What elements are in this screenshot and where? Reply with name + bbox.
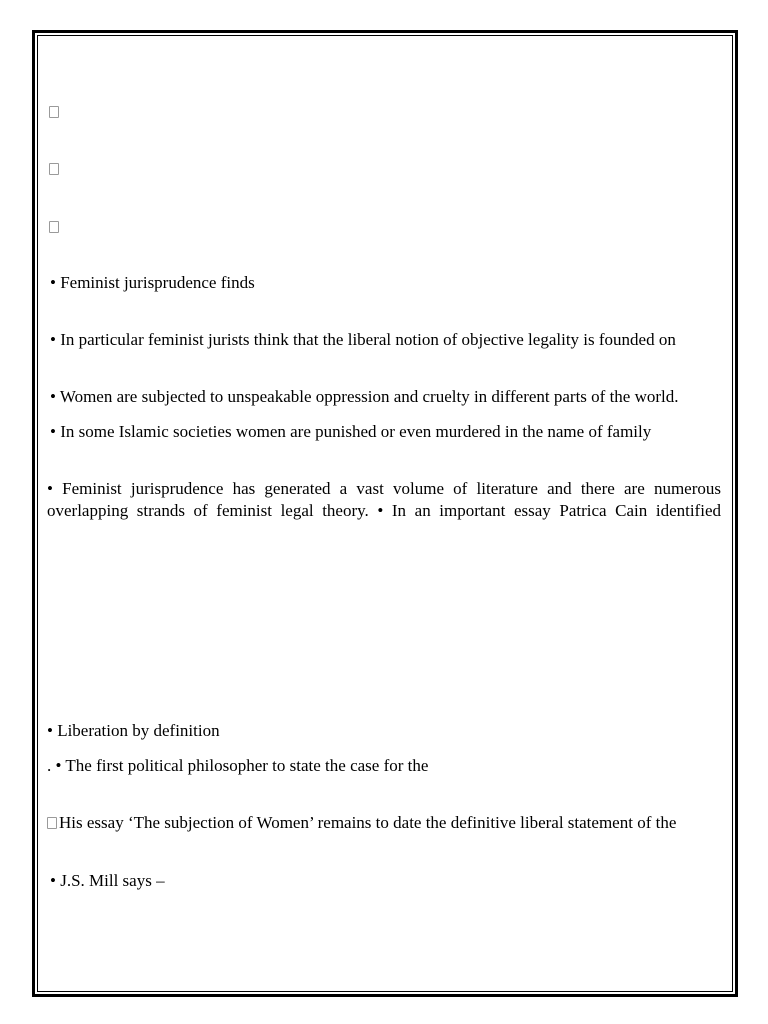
bullet-line: • J.S. Mill says – [50,871,165,890]
paragraph-line: • Feminist jurisprudence has generated a vast volume of literature and there are numerous [47,479,721,498]
missing-glyph-box-icon [49,221,59,233]
bullet-line: • In particular feminist jurists think that the liberal notion of objective legality is founded on [50,330,676,349]
bullet-line: • Women are subjected to unspeakable oppression and cruelty in different parts of the world. [50,387,679,406]
paragraph-line [47,812,676,834]
bullet-line: • Feminist jurisprudence finds [50,273,255,292]
paragraph-line: overlapping strands of feminist legal theory. • In an important essay Patrica Cain identified [47,501,721,520]
paragraph-text: His essay ‘The subjection of Women’ remains to date the definitive liberal statement of the [59,813,677,832]
missing-glyph-box-icon [49,163,59,175]
bullet-line: • Liberation by definition [47,721,220,740]
bullet-line: . • The first political philosopher to state the case for the [47,756,429,775]
missing-glyph-box-icon [47,817,57,829]
missing-glyph-box-icon [49,106,59,118]
bullet-line: • In some Islamic societies women are punished or even murdered in the name of family [50,422,652,441]
